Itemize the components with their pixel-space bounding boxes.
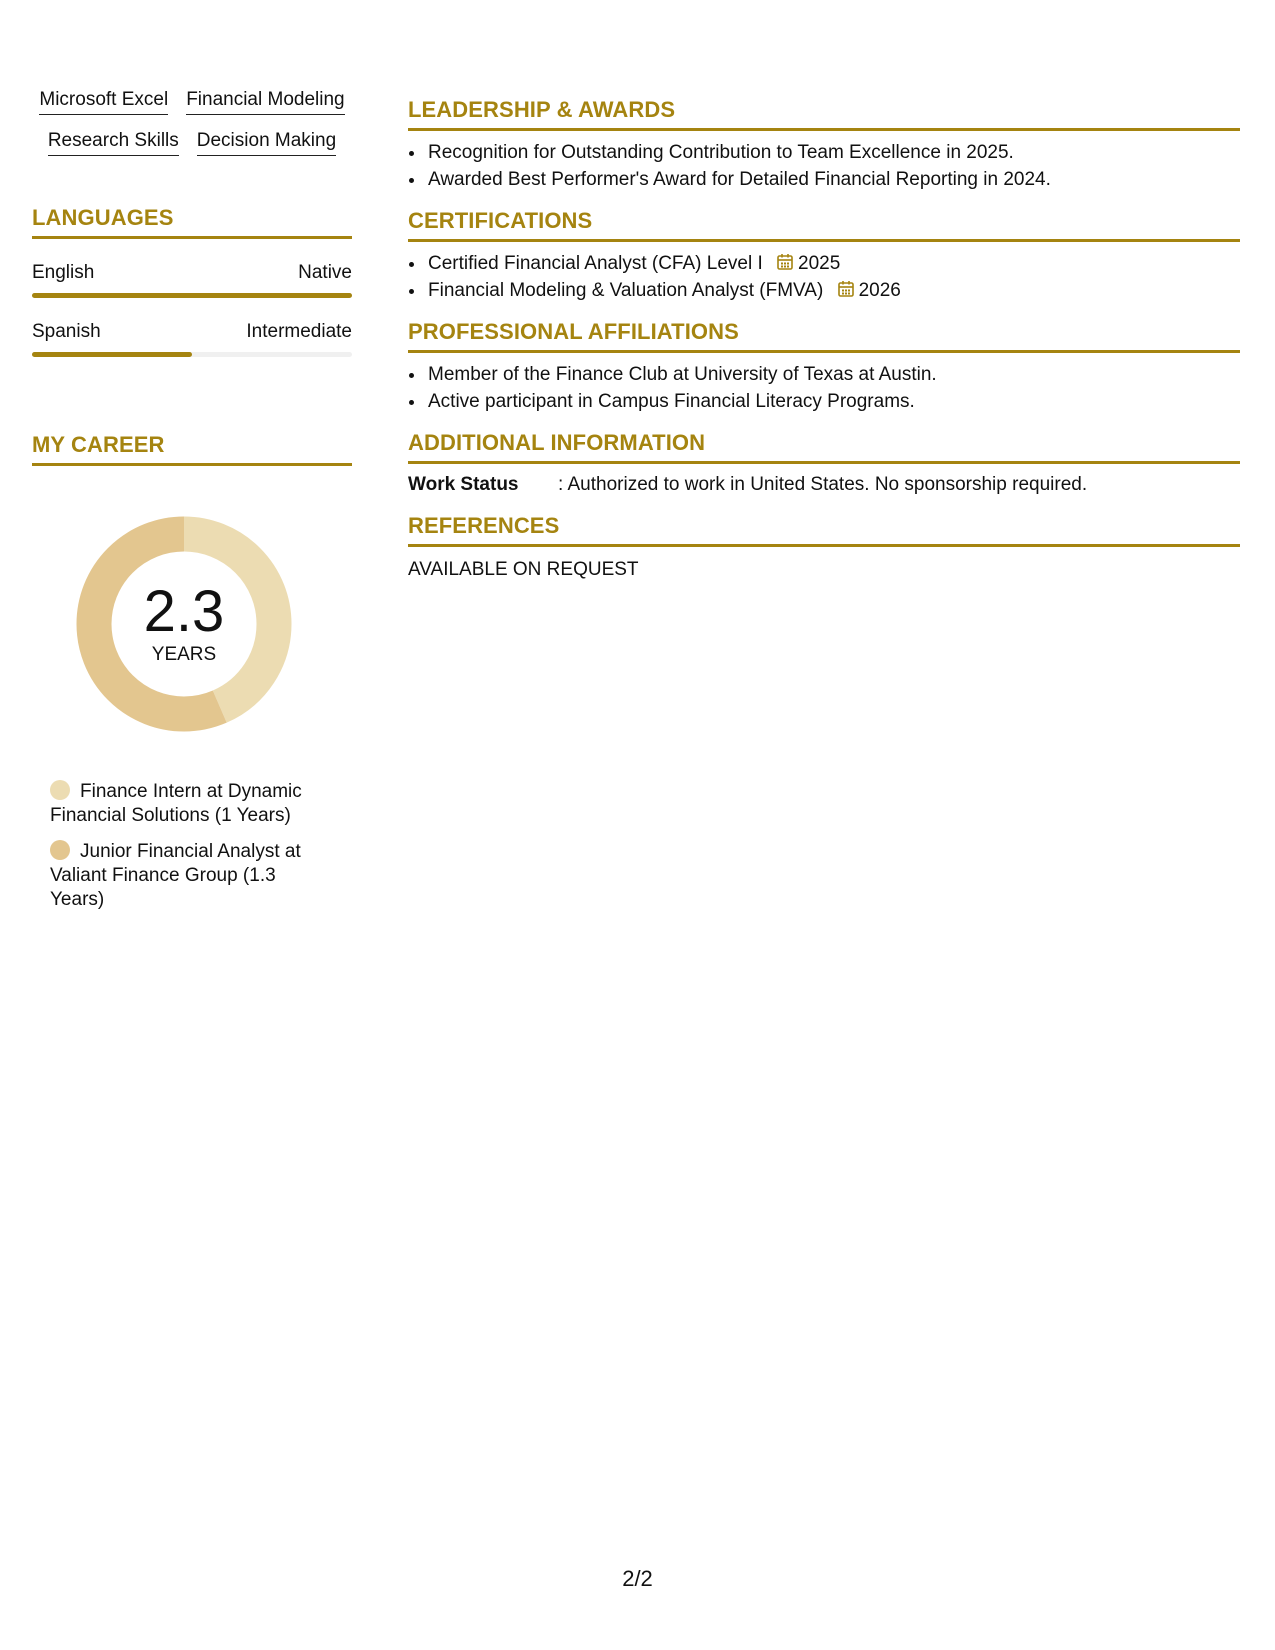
language-level: Intermediate xyxy=(246,321,352,342)
section-title: LANGUAGES xyxy=(32,205,174,230)
legend-label: Junior Financial Analyst at Valiant Finance Group (1.3 Years) xyxy=(50,841,301,910)
certifications-section xyxy=(408,207,1240,304)
section-divider xyxy=(32,236,352,239)
section-divider xyxy=(32,463,352,466)
language-bar-track xyxy=(32,293,352,298)
language-level: Native xyxy=(298,262,352,283)
section-title: CERTIFICATIONS xyxy=(408,208,593,233)
calendar-icon xyxy=(837,280,855,298)
section-divider xyxy=(408,239,1240,242)
legend-item xyxy=(50,840,320,912)
legend-item xyxy=(50,780,320,828)
work-status-row xyxy=(408,472,1240,498)
section-title: PROFESSIONAL AFFILIATIONS xyxy=(408,319,739,344)
list-item xyxy=(426,277,1240,304)
certification-year: 2026 xyxy=(858,280,901,301)
section-divider xyxy=(408,544,1240,547)
section-divider xyxy=(408,461,1240,464)
career-total-years: 2.3 xyxy=(143,579,225,644)
languages-section xyxy=(32,204,352,357)
legend-label: Finance Intern at Dynamic Financial Solutions (1 Years) xyxy=(50,781,302,826)
calendar-icon xyxy=(776,253,794,271)
work-status-label: Work Status xyxy=(408,474,519,495)
section-title: LEADERSHIP & AWARDS xyxy=(408,97,676,122)
section-title: ADDITIONAL INFORMATION xyxy=(408,430,706,455)
references-text: AVAILABLE ON REQUEST xyxy=(408,559,639,580)
list-item: • Active participant in Campus Financial Literacy Programs. xyxy=(426,388,1240,415)
language-item xyxy=(32,320,352,357)
skill-tag: Financial Modeling xyxy=(186,88,344,115)
section-title: MY CAREER xyxy=(32,432,165,457)
list-item xyxy=(426,250,1240,277)
left-column xyxy=(32,84,352,924)
page-number: 2/2 xyxy=(622,1566,653,1591)
career-section xyxy=(32,431,352,912)
right-column xyxy=(408,96,1240,583)
section-divider xyxy=(408,350,1240,353)
skill-tag: Research Skills xyxy=(48,129,179,156)
career-unit: YEARS xyxy=(151,644,217,665)
certification-name: Financial Modeling & Valuation Analyst (FMVA) xyxy=(428,280,824,301)
leadership-section xyxy=(408,96,1240,193)
list-item: • Member of the Finance Club at University of Texas at Austin. xyxy=(426,361,1240,388)
additional-info-section xyxy=(408,429,1240,498)
language-bar-track xyxy=(32,352,352,357)
skill-tag: Microsoft Excel xyxy=(39,88,168,115)
language-item xyxy=(32,261,352,298)
list-item: • Awarded Best Performer's Award for Detailed Financial Reporting in 2024. xyxy=(426,166,1240,193)
certification-year: 2025 xyxy=(798,253,841,274)
certification-name: Certified Financial Analyst (CFA) Level I xyxy=(428,253,763,274)
language-name: English xyxy=(32,262,95,283)
skill-tag: Decision Making xyxy=(197,129,336,156)
affiliations-section xyxy=(408,318,1240,415)
career-legend xyxy=(50,780,320,912)
career-donut-chart xyxy=(64,504,304,744)
donut-center xyxy=(64,504,304,744)
legend-dot-icon xyxy=(50,780,70,800)
list-item: • Recognition for Outstanding Contribution to Team Excellence in 2025. xyxy=(426,139,1240,166)
language-bar-fill xyxy=(32,352,192,357)
section-title: REFERENCES xyxy=(408,513,560,538)
references-section xyxy=(408,512,1240,583)
work-status-value: : Authorized to work in United States. No sponsorship required. xyxy=(558,474,1088,495)
skills-list xyxy=(32,84,352,156)
legend-dot-icon xyxy=(50,840,70,860)
language-bar-fill xyxy=(32,293,352,298)
section-divider xyxy=(408,128,1240,131)
language-name: Spanish xyxy=(32,321,101,342)
